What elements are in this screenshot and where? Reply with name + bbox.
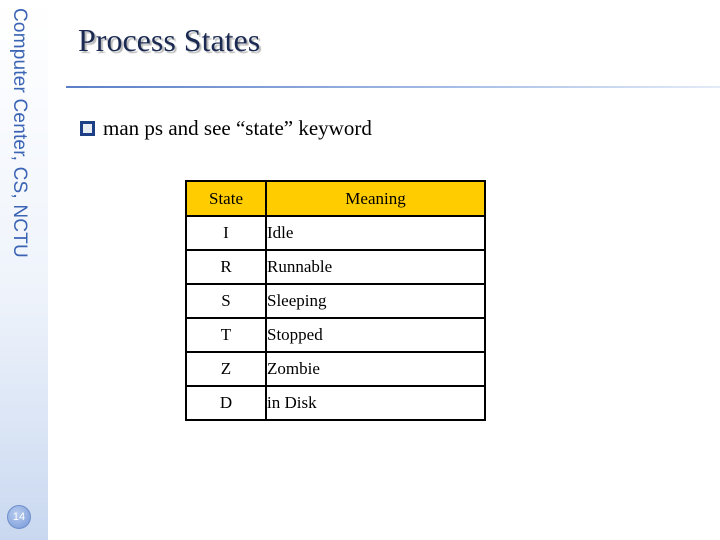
state-code: S [186, 284, 266, 318]
state-code: D [186, 386, 266, 420]
state-code: T [186, 318, 266, 352]
table-row [186, 250, 485, 284]
state-meaning: Idle [266, 216, 485, 250]
state-meaning: Zombie [266, 352, 485, 386]
page-title: Process States [78, 22, 261, 58]
table-row [186, 352, 485, 386]
header-state: State [186, 181, 266, 216]
table-row [186, 284, 485, 318]
sidebar-banner [0, 0, 48, 540]
state-meaning: Sleeping [266, 284, 485, 318]
bullet-text: man ps and see “state” keyword [103, 116, 372, 140]
state-meaning: Runnable [266, 250, 485, 284]
sidebar-org-text: Computer Center, CS, NCTU [9, 8, 30, 258]
table-header-row [186, 181, 485, 216]
state-meaning: in Disk [266, 386, 485, 420]
process-states-table [185, 180, 486, 421]
state-code: I [186, 216, 266, 250]
state-meaning: Stopped [266, 318, 485, 352]
page-number-badge: 14 [7, 505, 31, 529]
title-divider [66, 86, 720, 88]
table-row [186, 318, 485, 352]
table-row [186, 216, 485, 250]
state-code: Z [186, 352, 266, 386]
table-row [186, 386, 485, 420]
header-meaning: Meaning [266, 181, 485, 216]
square-bullet-icon [80, 121, 95, 136]
bullet-item [80, 116, 372, 141]
state-code: R [186, 250, 266, 284]
